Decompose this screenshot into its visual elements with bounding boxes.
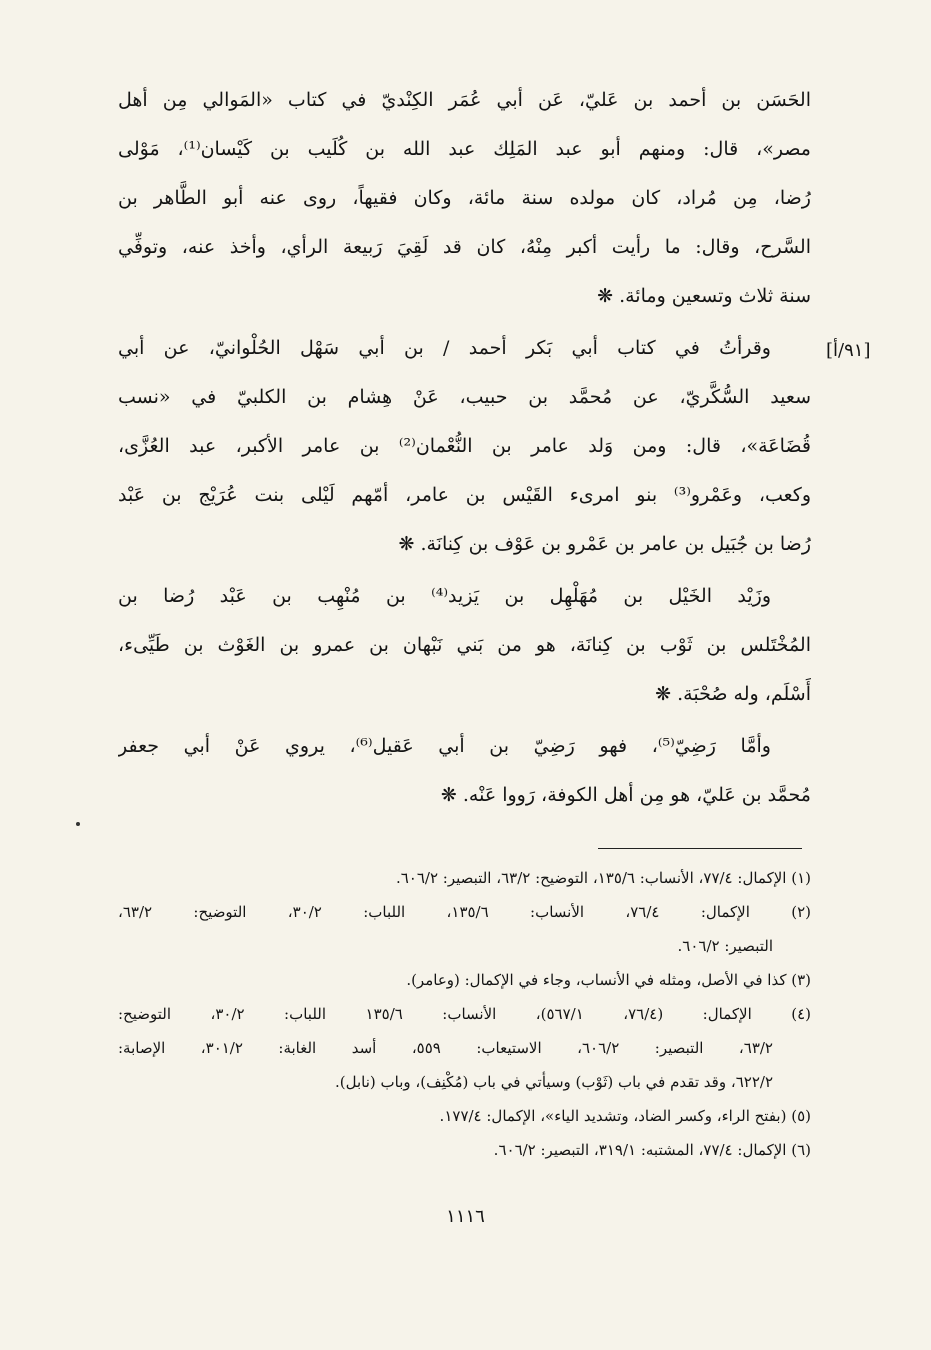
footnote-separator [598, 848, 802, 849]
footnote [118, 1000, 811, 1102]
text-line: وأمَّا رَضِيّ⁽⁵⁾، فهو رَضِيّ بن أبي عَقيل⁽⁶⁾، يروي عَنْ أبي جعفر [118, 735, 771, 757]
footnote-line: (١) الإكمال: ٧٧/٤، الأنساب: ١٣٥/٦، التوضيح: ٦٣/٢، التبصير: ٦٠٦/٢. [395, 869, 811, 887]
footnote [118, 1136, 811, 1170]
margin-folio-reference: [٩١/أ] [826, 340, 871, 361]
footnote-line: (٣) كذا في الأصل، ومثله في الأنساب، وجاء في الإكمال: (وعامر). [406, 971, 811, 989]
text-line: سنة ثلاث وتسعين ومائة. ❋ [597, 285, 811, 307]
footnote-line: ٦٢٢/٢، وقد تقدم في باب (ثَوْب) وسيأتي في باب (مُكْنِف)، وباب (نابل). [335, 1073, 773, 1091]
footnote [118, 864, 811, 898]
paragraph [118, 330, 811, 575]
footnote [118, 966, 811, 1000]
text-line: الحَسَن بن أحمد بن عَليّ، عَن أبي عُمَر الكِنْديّ في كتاب «المَوالي مِن أهل [118, 89, 811, 111]
text-line: المُخْتَلس بن ثَوْب بن كِنانَة، هو من بَني نَبْهان بن عمرو بن الغَوْث بن طَيِّىء، [118, 634, 811, 656]
text-line: وكعب، وعَمْرو⁽³⁾ بنو امرىء القَيْس بن عامر، أمّهم لَيْلى بنت عُرَيْج بن عَبْد [118, 484, 811, 506]
ink-speck [76, 822, 80, 826]
paragraph [118, 578, 811, 725]
paragraph [118, 728, 811, 826]
text-line: مصر»، قال: ومنهم أبو عبد المَلِك عبد الله بن كُلَيب بن كَيْسان⁽¹⁾، مَوْلى [118, 138, 811, 160]
footnote-line: (٢) الإكمال: ٧٦/٤، الأنساب: ١٣٥/٦، اللباب: ٣٠/٢، التوضيح: ٦٣/٢، [118, 903, 811, 921]
footnote-line: التبصير: ٦٠٦/٢. [677, 937, 773, 955]
text-line: رُضا، مِن مُراد، كان مولده سنة مائة، وكان فقيهاً، روى عنه أبو الطَّاهر بن [118, 187, 811, 209]
text-line: سعيد السُّكَّريّ، عن مُحمَّد بن حبيب، عَنْ هِشام بن الكلبيّ في «نسب [118, 386, 811, 408]
main-text [118, 82, 811, 826]
footnote-line: ٦٣/٢، التبصير: ٦٠٦/٢، الاستيعاب: ٥٥٩، أسد الغابة: ٣٠١/٢، الإصابة: [118, 1039, 773, 1057]
page-number: ١١١٦ [446, 1206, 485, 1227]
footnote [118, 898, 811, 966]
text-line: رُضا بن جُبَيل بن عامر بن عَمْرو بن عَوْف بن كِنانَة. ❋ [398, 533, 811, 555]
text-line: السَّرح، وقال: ما رأيت أكبر مِنْهُ، كان قد لَقِيَ رَبيعة الرأي، وأخذ عنه، وتوفِّي [118, 236, 811, 258]
footnote-line: (٦) الإكمال: ٧٧/٤، المشتبه: ٣١٩/١، التبصير: ٦٠٦/٢. [493, 1141, 811, 1159]
footnote-line: (٥) (بفتح الراء، وكسر الضاد، وتشديد الياء»، الإكمال: ١٧٧/٤. [439, 1107, 811, 1125]
footnote-line: (٤) الإكمال: (٧٦/٤، ٥٦٧/١)، الأنساب: ١٣٥/٦ اللباب: ٣٠/٢، التوضيح: [118, 1005, 811, 1023]
text-line: وقرأتُ في كتاب أبي بَكر أحمد / بن أبي سَهْل الحُلْوانيّ، عن أبي [118, 337, 771, 359]
text-line: وزَيْد الخَيْل بن مُهَلْهِل بن يَزيد⁽⁴⁾ بن مُنْهِب بن عَبْد رُضا بن [118, 585, 772, 607]
footnote [118, 1102, 811, 1136]
text-line: قُضَاعَة»، قال: ومن وَلد عامر بن النُّعْمان⁽²⁾ بن عامر الأكبر، عبد العُزَّى، [118, 435, 811, 457]
text-line: أَسْلَم، وله صُحْبَة. ❋ [655, 683, 811, 705]
paragraph [118, 82, 811, 327]
footnotes [118, 864, 811, 1170]
text-line: مُحمَّد بن عَليّ، هو مِن أهل الكوفة، رَووا عَنْه. ❋ [440, 784, 811, 806]
